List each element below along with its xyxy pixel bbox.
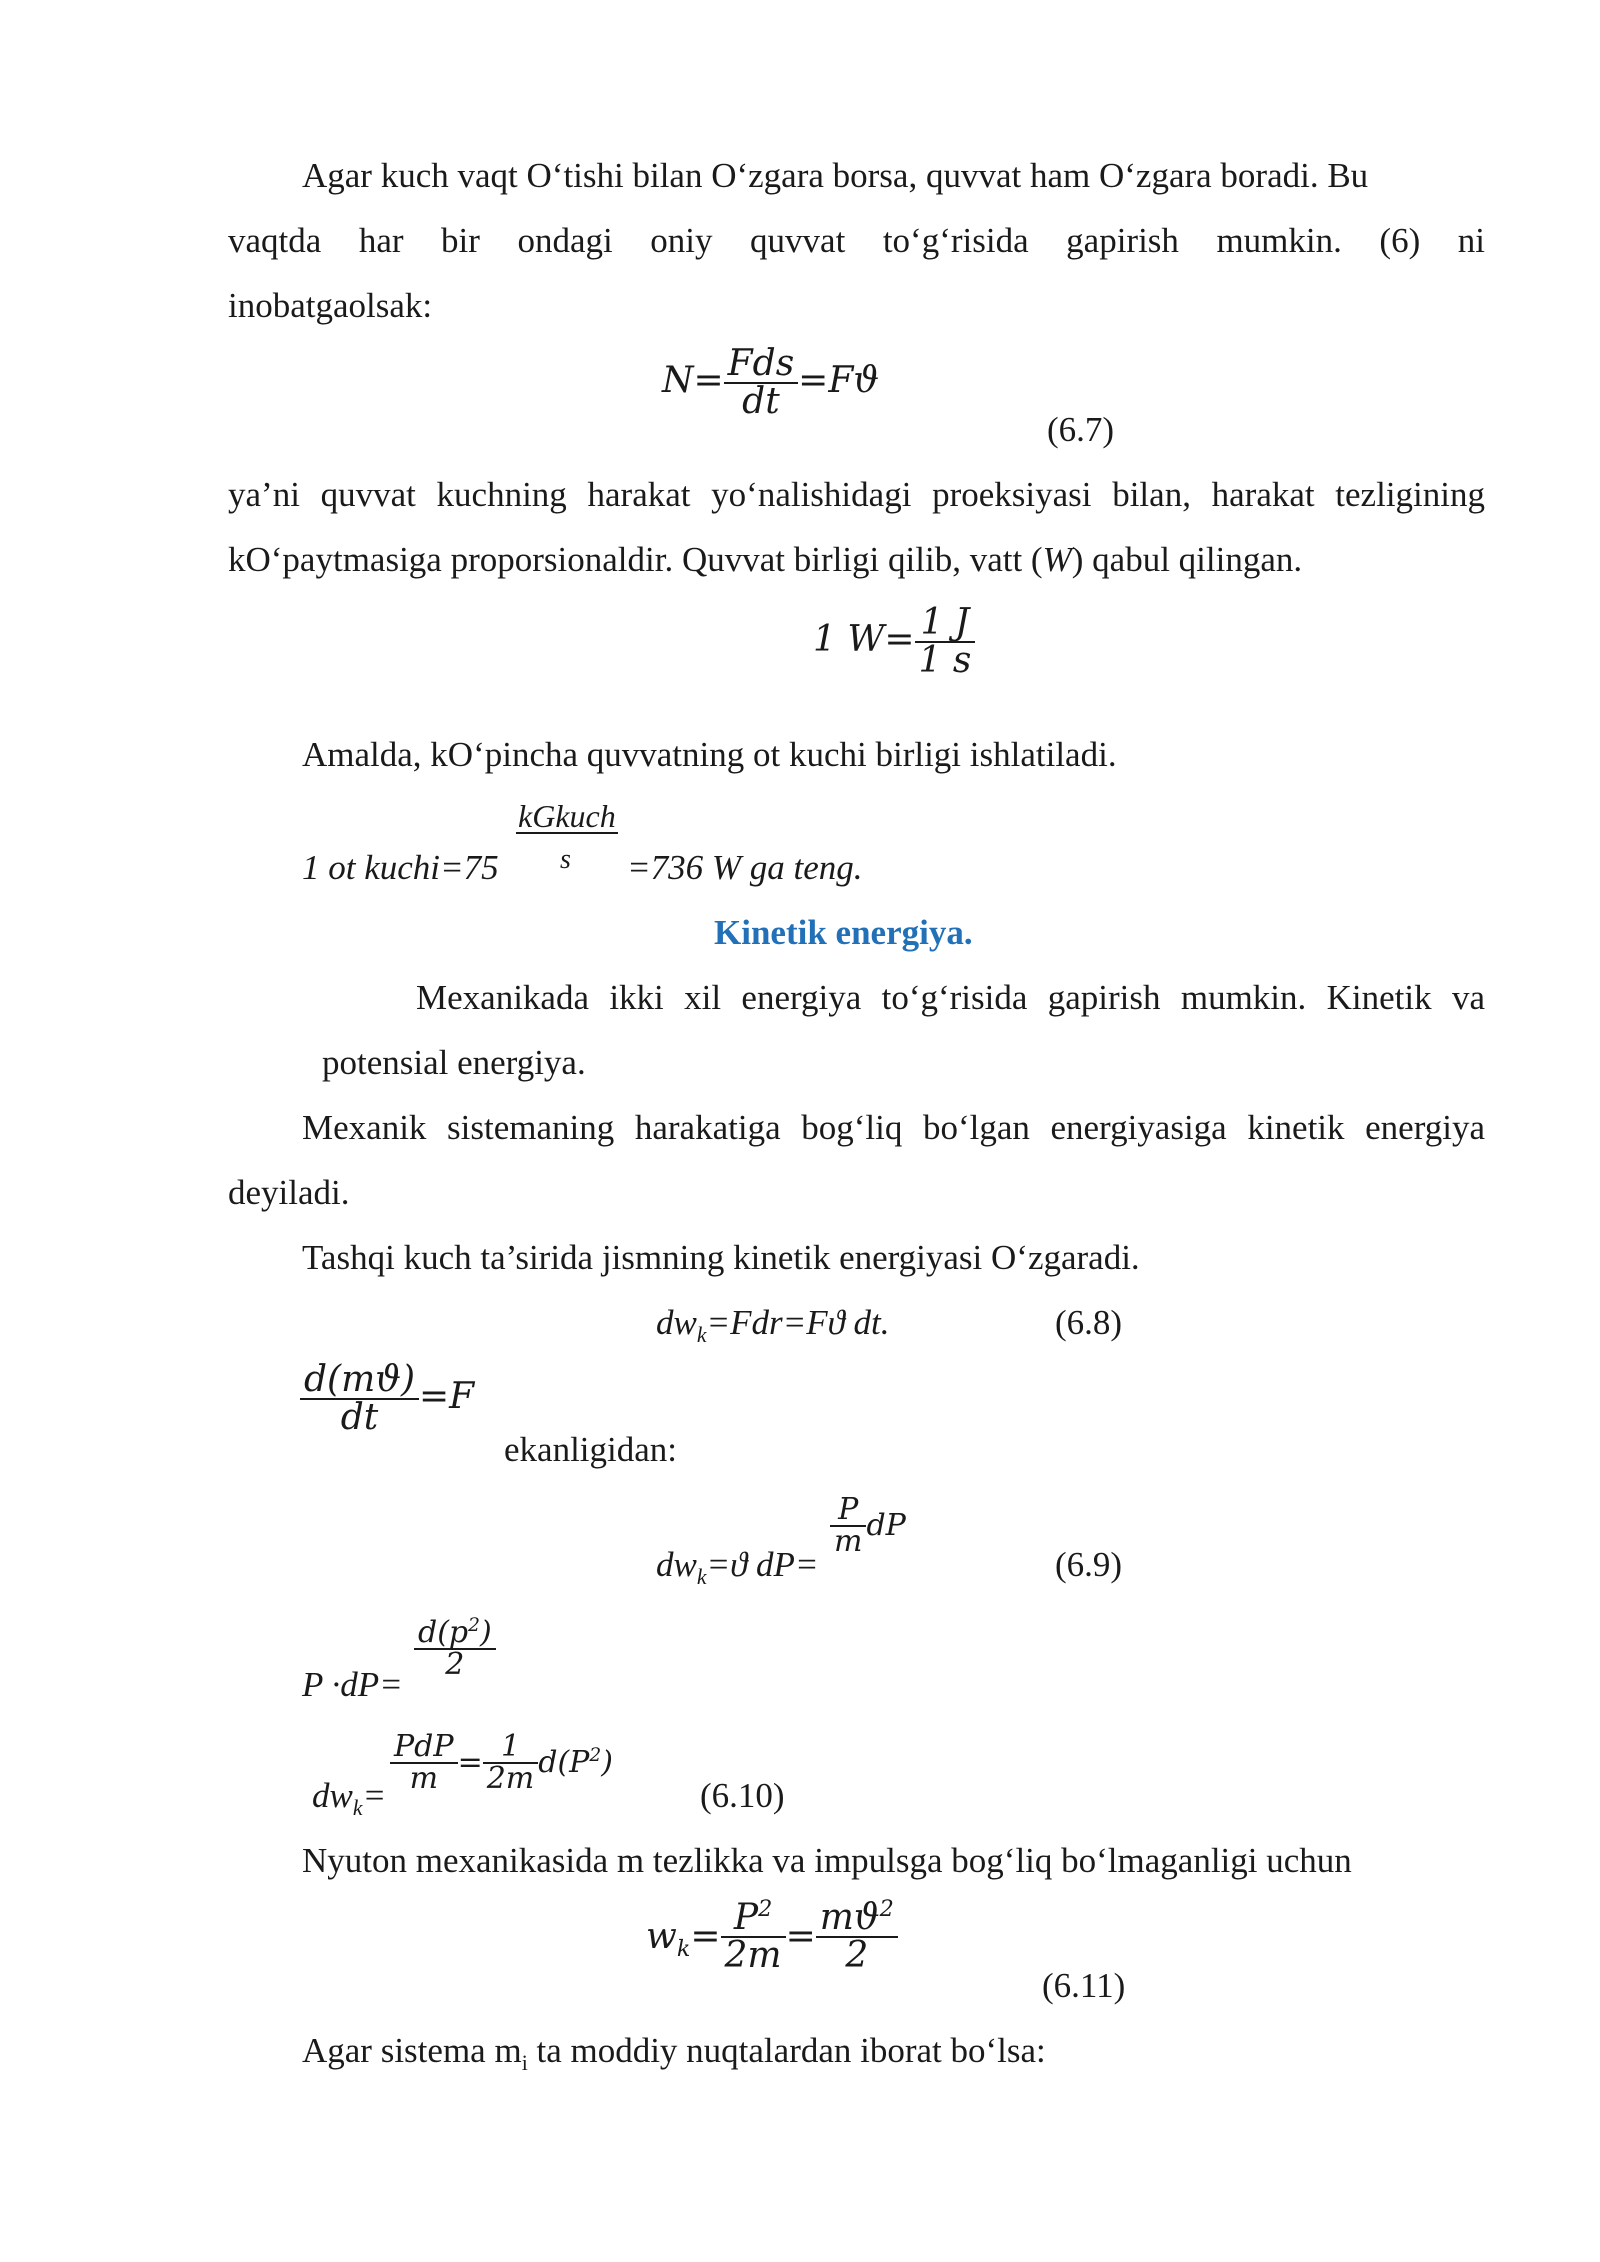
paragraph-4-line-2: potensial energiya. xyxy=(322,1043,586,1082)
section-heading: Kinetik energiya. xyxy=(714,913,973,952)
ot-kuchi-lhs: 1 ot kuchi=75 xyxy=(302,848,499,887)
eq69-numerator: P xyxy=(830,1495,866,1527)
eq67-fraction xyxy=(724,343,799,422)
eq67-denominator: dt xyxy=(742,381,780,422)
dmv-rhs: =F xyxy=(419,1376,475,1417)
eq69-denominator: m xyxy=(834,1524,863,1559)
eq68-b: =Fdr=Fϑ dt. xyxy=(706,1303,890,1342)
paragraph-4-line-1: Mexanikada ikki xil energiya to‘g‘risida gapirish mumkin. Kinetik va xyxy=(416,978,1485,1017)
eq610-denominator-2: 2m xyxy=(486,1761,535,1796)
watt-denominator: 1 s xyxy=(918,640,972,681)
eq610-denominator-1: m xyxy=(409,1761,439,1796)
paragraph-2-line-1: ya’ni quvvat kuchning harakat yo‘nalishidagi proeksiyasi bilan, harakat tezligining xyxy=(228,475,1485,514)
eq611-lhs: $w_k$ xyxy=(646,1916,691,1963)
eq610-rhs: $\frac{\text{PdP}}{m}$ = $\frac{1}{2m}$ $d(P^2)$ xyxy=(390,1732,613,1794)
eq611-numerator-2: $mϑ^2$ xyxy=(816,1900,898,1938)
ot-kuchi-numerator: kGkuch xyxy=(518,798,616,834)
ot-kuchi-rhs: =736 W ga teng. xyxy=(627,848,863,887)
pdp-lhs: P ·dP= xyxy=(302,1665,403,1704)
paragraph-5-line-2: deyiladi. xyxy=(228,1173,350,1212)
equation-number-6-8: (6.8) xyxy=(1055,1303,1123,1342)
paragraph-1-line-1: Agar kuch vaqt O‘tishi bilan O‘zgara borsa, quvvat ham O‘zgara boradi. Bu xyxy=(302,156,1369,195)
ot-kuchi-denominator: s xyxy=(560,844,571,875)
dmv-numerator: d(mϑ) xyxy=(300,1362,419,1400)
dmv-denominator: dt xyxy=(340,1397,379,1438)
eq67-rhs: Fϑ xyxy=(828,360,880,401)
ekanligidan-text: ekanligidan: xyxy=(504,1430,678,1469)
eq610-numerator-2: 1 xyxy=(483,1732,539,1764)
eq610-lhs: $dw_k=$ xyxy=(312,1776,387,1820)
eq610-tail: $d(P^2)$ xyxy=(538,1745,613,1780)
p8-sub: i xyxy=(521,2051,528,2075)
paragraph-3: Amalda, kO‘pincha quvvatning ot kuchi birligi ishlatiladi. xyxy=(302,735,1117,774)
eq67-numerator: Fds xyxy=(724,346,799,384)
paragraph-2-line-2 xyxy=(228,542,1302,577)
watt-lhs: 1 W xyxy=(813,619,885,660)
equation-number-6-11: (6.11) xyxy=(1042,1966,1126,2005)
eq69-a: dw xyxy=(656,1545,697,1584)
pdp-denominator: 2 xyxy=(445,1647,465,1682)
eq611-denominator-2: 2 xyxy=(845,1935,869,1976)
equation-number-6-7: (6.7) xyxy=(1047,410,1115,449)
pdp-fraction xyxy=(414,1615,496,1682)
watt-numerator: 1 J xyxy=(915,605,976,643)
equation-number-6-9: (6.9) xyxy=(1055,1545,1123,1584)
equation-6-7: N= $\frac{\text{Fds}}{dt}$ =Fϑ xyxy=(662,343,880,422)
p8-text-a: Agar sistema m xyxy=(302,2031,522,2070)
p8-text-b: ta moddiy nuqtalardan iborat bo‘lsa: xyxy=(527,2031,1046,2070)
eq68-sub: k xyxy=(696,1323,707,1347)
equation-6-9 xyxy=(656,1545,819,1589)
equation-6-8 xyxy=(656,1303,890,1347)
paragraph-5-line-1: Mexanik sistemaning harakatiga bog‘liq bo‘lgan energiyasiga kinetik energiya xyxy=(302,1108,1485,1147)
eq611-denominator-1: 2m xyxy=(724,1935,782,1976)
eq69-fraction xyxy=(830,1492,906,1559)
paragraph-7: Nyuton mexanikasida m tezlikka va impulsga bog‘liq bo‘lmaganligi uchun xyxy=(302,1841,1352,1880)
paragraph-1-line-2: vaqtda har bir ondagi oniy quvvat to‘g‘risida gapirish mumkin. (6) ni xyxy=(228,221,1485,260)
p2-text-a: kO‘paytmasiga proporsionaldir. Quvvat birligi qilib, vatt ( xyxy=(228,540,1043,579)
eq69-tail: dP xyxy=(866,1508,906,1543)
dmv-fraction xyxy=(300,1359,419,1438)
p2-text-b: ) qabul qilingan. xyxy=(1071,540,1303,579)
p2-watt-symbol: W xyxy=(1042,540,1072,579)
eq610-numerator-1: PdP xyxy=(390,1732,458,1764)
equation-dmv xyxy=(300,1359,475,1438)
eq69-sub: k xyxy=(696,1565,707,1589)
equation-6-11: $w_k=$ $\frac{P^2}{2m}$ = $\frac{mϑ^2}{2}$ xyxy=(646,1900,898,1974)
eq69-b: =ϑ dP= xyxy=(706,1545,819,1584)
equation-number-6-10: (6.10) xyxy=(700,1776,785,1815)
eq68-a: dw xyxy=(656,1303,697,1342)
paragraph-1-line-3: inobatgaolsak: xyxy=(228,286,433,325)
equation-watt: 1 W= $\frac{1 J}{1 s}$ xyxy=(813,605,975,679)
paragraph-6: Tashqi kuch ta’sirida jismning kinetik energiyasi O‘zgaradi. xyxy=(302,1238,1140,1277)
eq611-numerator-1: $P^2$ xyxy=(721,1900,786,1938)
paragraph-8 xyxy=(302,2031,1046,2075)
watt-fraction xyxy=(915,602,976,681)
eq67-lhs: N xyxy=(662,360,694,401)
pdp-numerator: $d(p^2)$ xyxy=(414,1618,496,1650)
